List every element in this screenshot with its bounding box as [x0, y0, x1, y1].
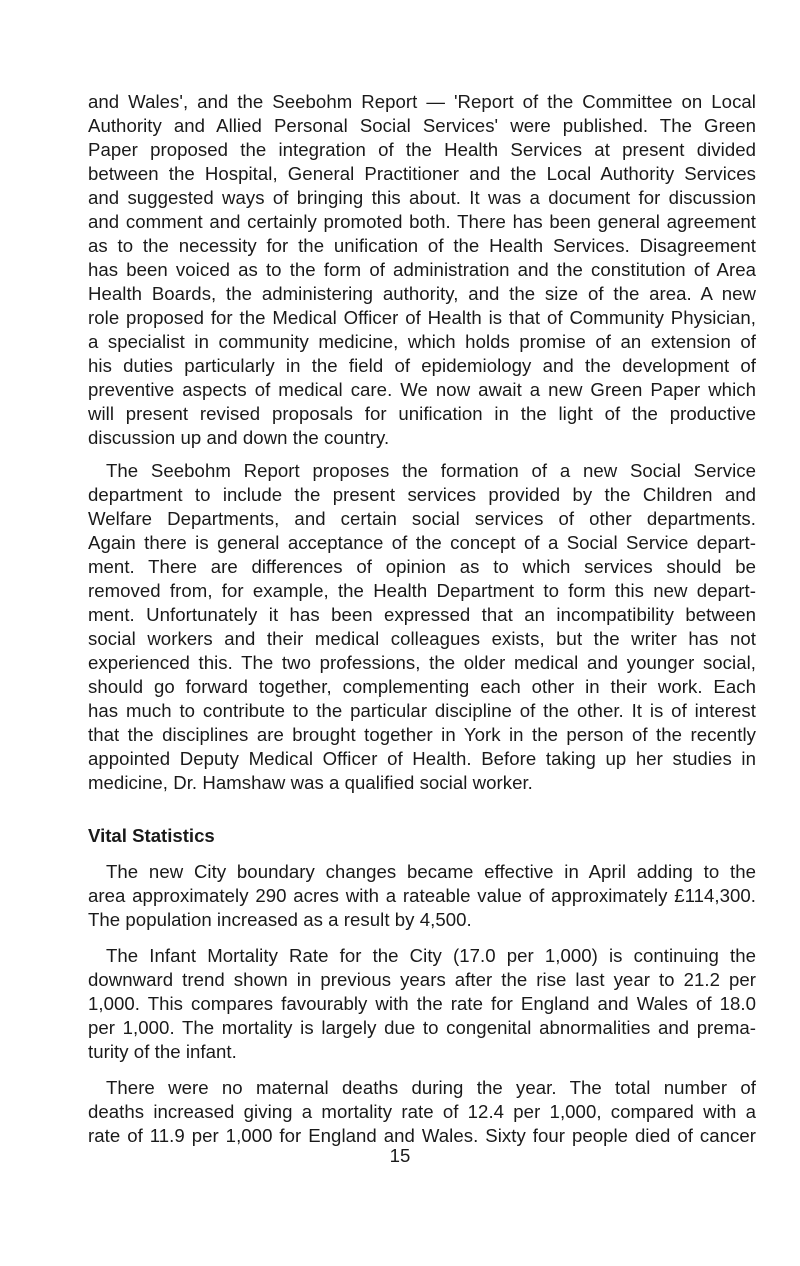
text-line: has been voiced as to the form of administration and the constitution of Area	[88, 259, 756, 280]
text-line: that the disciplines are brought together in York in the person of the recently	[88, 724, 756, 745]
paragraph-city-boundary	[88, 860, 756, 932]
text-line: role proposed for the Medical Officer of Health is that of Community Physician,	[88, 307, 756, 328]
text-line: and suggested ways of bringing this about. It was a document for discussion	[88, 187, 756, 208]
text-line: removed from, for example, the Health Department to form this new depart-	[88, 580, 756, 601]
text-line: social workers and their medical colleagues exists, but the writer has not	[88, 628, 756, 649]
document-page	[88, 90, 756, 1148]
text-line: between the Hospital, General Practitioner and the Local Authority Services	[88, 163, 756, 184]
paragraph-infant-mortality	[88, 944, 756, 1064]
text-line: deaths increased giving a mortality rate of 12.4 per 1,000, compared with a	[88, 1101, 756, 1122]
text-line: as to the necessity for the unification of the Health Services. Disagreement	[88, 235, 756, 256]
text-line: Paper proposed the integration of the Health Services at present divided	[88, 139, 756, 160]
text-line: The population increased as a result by 4,500.	[88, 909, 472, 930]
text-line: ment. There are differences of opinion as to which services should be	[88, 556, 756, 577]
text-line: downward trend shown in previous years after the rise last year to 21.2 per	[88, 969, 756, 990]
paragraph-green-paper	[88, 90, 756, 450]
paragraph-deaths	[88, 1076, 756, 1148]
text-line: has much to contribute to the particular discipline of the other. It is of interest	[88, 700, 756, 721]
text-line: Authority and Allied Personal Social Services' were published. The Green	[88, 115, 756, 136]
text-line: should go forward together, complementing each other in their work. Each	[88, 676, 756, 697]
text-line: and comment and certainly promoted both. There has been general agreement	[88, 211, 756, 232]
text-line: a specialist in community medicine, which holds promise of an extension of	[88, 331, 756, 352]
text-line: preventive aspects of medical care. We now await a new Green Paper which	[88, 379, 756, 400]
text-line: The new City boundary changes became effective in April adding to the	[106, 861, 756, 882]
text-line: his duties particularly in the field of epidemiology and the development of	[88, 355, 756, 376]
text-line: The Infant Mortality Rate for the City (17.0 per 1,000) is continuing the	[106, 945, 756, 966]
text-line: will present revised proposals for unification in the light of the productive	[88, 403, 756, 424]
text-line: Health Boards, the administering authority, and the size of the area. A new	[88, 283, 756, 304]
text-line: area approximately 290 acres with a rateable value of approximately £114,300.	[88, 885, 756, 906]
text-line: turity of the infant.	[88, 1041, 237, 1062]
paragraph-seebohm-report	[88, 459, 756, 795]
text-line: Welfare Departments, and certain social services of other departments.	[88, 508, 756, 529]
section-heading-vital-statistics: Vital Statistics	[88, 825, 215, 846]
text-line: medicine, Dr. Hamshaw was a qualified social worker.	[88, 772, 533, 793]
text-line: department to include the present services provided by the Children and	[88, 484, 756, 505]
text-line: rate of 11.9 per 1,000 for England and Wales. Sixty four people died of cancer	[88, 1125, 756, 1146]
text-line: There were no maternal deaths during the year. The total number of	[106, 1077, 756, 1098]
text-line: appointed Deputy Medical Officer of Health. Before taking up her studies in	[88, 748, 756, 769]
text-line: ment. Unfortunately it has been expressed that an incompatibility between	[88, 604, 756, 625]
text-line: Again there is general acceptance of the concept of a Social Service depart-	[88, 532, 756, 553]
text-line: The Seebohm Report proposes the formation of a new Social Service	[106, 460, 756, 481]
page-number: 15	[389, 1145, 411, 1166]
text-line: experienced this. The two professions, the older medical and younger social,	[88, 652, 756, 673]
text-line: discussion up and down the country.	[88, 427, 390, 448]
text-line: per 1,000. The mortality is largely due to congenital abnormalities and prema-	[88, 1017, 756, 1038]
text-line: 1,000. This compares favourably with the rate for England and Wales of 18.0	[88, 993, 756, 1014]
text-line: and Wales', and the Seebohm Report — 'Report of the Committee on Local	[88, 91, 756, 112]
